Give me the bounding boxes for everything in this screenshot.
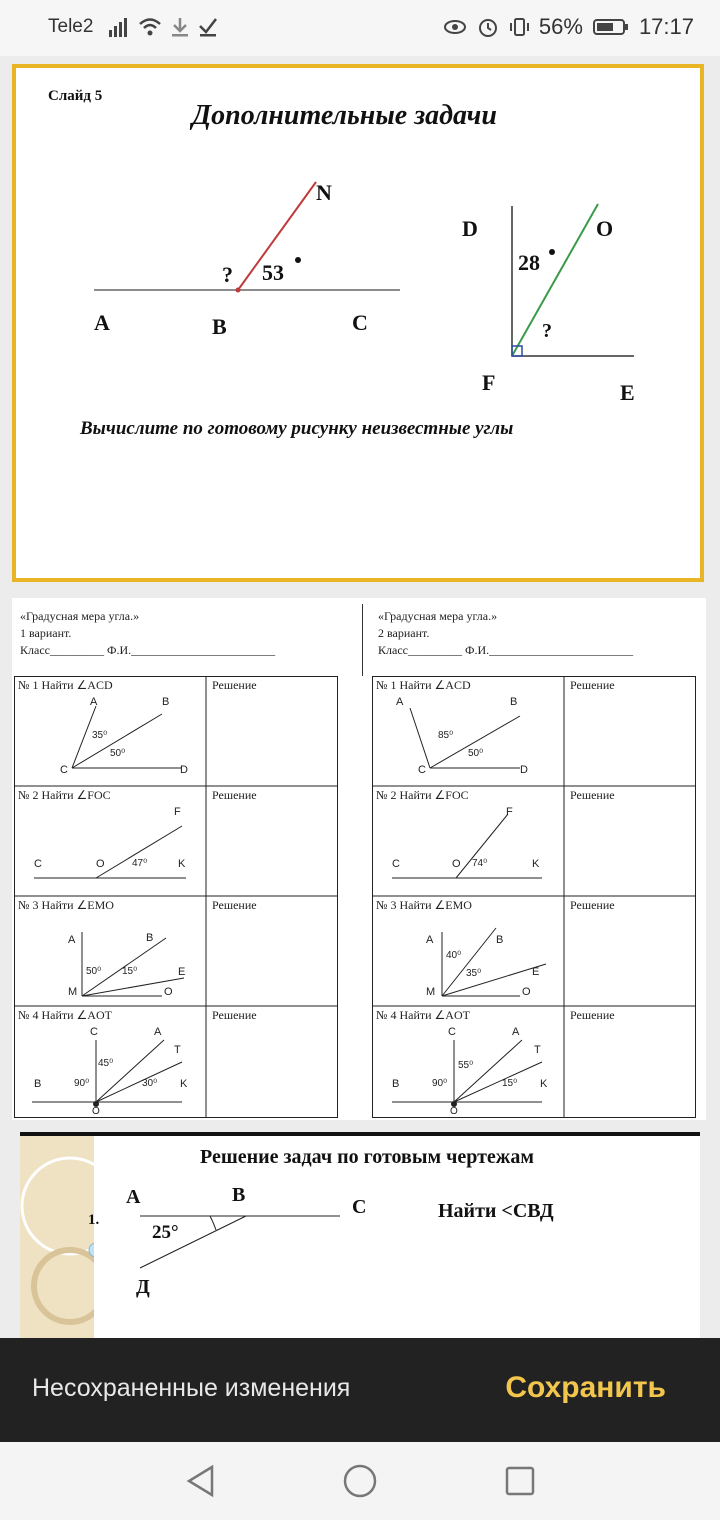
degree-dot-2: [549, 249, 555, 255]
v2-task4-title: № 4 Найти ∠AOT: [376, 1008, 470, 1022]
v1-t3-angle1: 50⁰: [86, 966, 102, 977]
alarm-icon: [477, 16, 499, 38]
v2-t4-a: A: [512, 1026, 520, 1038]
eye-icon: [443, 17, 467, 37]
fig1-unknown-angle: ?: [222, 262, 233, 287]
variant2-title: «Градусная мера угла.»: [378, 609, 498, 623]
fig1-label-n: N: [316, 180, 332, 205]
download-icon: [170, 16, 190, 38]
v1-task4-title: № 4 Найти ∠AOT: [18, 1008, 112, 1022]
v2-t4-angle1: 55⁰: [458, 1060, 474, 1071]
v2-task1-title: № 1 Найти ∠ACD: [376, 678, 471, 692]
v2-t4-b: B: [392, 1078, 400, 1090]
v1-t4-angle2: 90⁰: [74, 1078, 90, 1089]
variant1-variant: 1 вариант.: [20, 626, 72, 640]
v1-task1-title: № 1 Найти ∠ACD: [18, 678, 113, 692]
v2-t3-angle2: 35⁰: [466, 968, 482, 979]
worksheet-image[interactable]: [12, 598, 706, 1120]
status-icons-left: [108, 16, 218, 38]
v1-task1-solution: Решение: [212, 678, 257, 692]
fig2-label-e: E: [620, 380, 635, 405]
v1-t1-angle1: 35⁰: [92, 730, 108, 741]
v1-t2-angle: 47⁰: [132, 858, 148, 869]
v1-t3-a: A: [68, 934, 76, 946]
v2-task3-title: № 3 Найти ∠EMO: [376, 898, 472, 912]
slide-solution[interactable]: [20, 1132, 700, 1342]
v2-t3-m: M: [426, 986, 436, 998]
ray-fo: [512, 204, 598, 356]
v2-t2-f: F: [506, 806, 513, 818]
v1-t4-a: A: [154, 1026, 162, 1038]
signal-icon: [108, 16, 130, 38]
slide-5[interactable]: [12, 64, 704, 582]
v1-t1-angle2: 50⁰: [110, 748, 126, 759]
slide-instruction: Вычислите по готовому рисунку неизвестные углы: [80, 418, 514, 439]
carrier-label: Tele2: [48, 16, 94, 37]
v1-t4-c: C: [90, 1026, 98, 1038]
point-b: [236, 288, 241, 293]
check-icon: [198, 16, 218, 38]
v1-t4-angle3: 30⁰: [142, 1078, 158, 1089]
fig2-label-f: F: [482, 370, 496, 395]
v2-t2-o: O: [452, 858, 461, 870]
v1-t3-b: B: [146, 932, 154, 944]
v2-task2-solution: Решение: [570, 788, 615, 802]
home-icon[interactable]: [342, 1463, 378, 1499]
v2-t4-k: K: [540, 1078, 548, 1090]
v1-t4-k: K: [180, 1078, 188, 1090]
v2-t4-angle2: 90⁰: [432, 1078, 448, 1089]
slide3-label-a: А: [126, 1186, 141, 1208]
degree-dot-1: [295, 257, 301, 263]
v2-t1-angle1: 85⁰: [438, 730, 454, 741]
v1-t4-b: B: [34, 1078, 42, 1090]
v2-t1-a: A: [396, 696, 404, 708]
v1-task4-solution: Решение: [212, 1008, 257, 1022]
slide-label: Слайд 5: [48, 88, 103, 104]
fig1-label-a: A: [94, 310, 110, 335]
v2-t4-c: C: [448, 1026, 456, 1038]
v2-task3-solution: Решение: [570, 898, 615, 912]
v1-t1-a: A: [90, 696, 98, 708]
v1-t3-m: M: [68, 986, 78, 998]
variant1-class-line: Класс_________ Ф.И.________________________: [20, 643, 276, 657]
v2-t1-angle2: 50⁰: [468, 748, 484, 759]
slide3-number: 1.: [88, 1212, 100, 1228]
v1-task3-solution: Решение: [212, 898, 257, 912]
back-icon[interactable]: [184, 1464, 218, 1498]
save-button[interactable]: Сохранить: [499, 1370, 672, 1406]
v1-t2-k: K: [178, 858, 186, 870]
v2-t1-b: B: [510, 696, 518, 708]
v2-task2-title: № 2 Найти ∠FOC: [376, 788, 469, 802]
fig2-angle-value: 28: [518, 250, 540, 275]
v1-task2-title: № 2 Найти ∠FOC: [18, 788, 111, 802]
battery-icon: [593, 17, 629, 37]
variant2-variant: 2 вариант.: [378, 626, 430, 640]
v1-t4-t: T: [174, 1044, 181, 1056]
v2-t3-a: A: [426, 934, 434, 946]
status-bar: [0, 0, 720, 56]
v2-t2-angle: 74⁰: [472, 858, 488, 869]
slide3-title: Решение задач по готовым чертежам: [200, 1146, 534, 1168]
slide3-task: Найти <СВД: [438, 1200, 554, 1222]
recents-icon[interactable]: [504, 1465, 536, 1497]
v1-t4-o: O: [92, 1106, 100, 1117]
v2-t4-o: O: [450, 1106, 458, 1117]
variant2-class-line: Класс_________ Ф.И.________________________: [378, 643, 634, 657]
fig1-angle-value: 53: [262, 260, 284, 285]
v2-t2-k: K: [532, 858, 540, 870]
v1-t4-angle1: 45⁰: [98, 1058, 114, 1069]
fig2-unknown-angle: ?: [542, 320, 552, 342]
navigation-bar: [0, 1442, 720, 1520]
v1-t2-f: F: [174, 806, 181, 818]
v2-t4-t: T: [534, 1044, 541, 1056]
v2-t3-b: B: [496, 934, 504, 946]
status-icons-right: [443, 14, 694, 40]
unsaved-changes-bar: [0, 1338, 720, 1442]
v2-t2-c: C: [392, 858, 400, 870]
wifi-icon: [138, 16, 162, 38]
slide3-label-c: С: [352, 1196, 367, 1218]
slide3-angle: 25°: [152, 1222, 179, 1243]
v1-t3-o: O: [164, 986, 173, 998]
battery-percent: 56%: [538, 14, 583, 39]
v2-task1-solution: Решение: [570, 678, 615, 692]
fig1-label-b: B: [212, 314, 227, 339]
v1-t1-b: B: [162, 696, 170, 708]
v2-t4-angle3: 15⁰: [502, 1078, 518, 1089]
clock-time: 17:17: [638, 14, 694, 39]
v1-t3-e: E: [178, 966, 186, 978]
v2-t3-e: E: [532, 966, 540, 978]
v2-t3-o: O: [522, 986, 531, 998]
v2-t1-c: C: [418, 764, 426, 776]
v1-t1-d: D: [180, 764, 188, 776]
vibrate-icon: [509, 16, 529, 38]
variant1-title: «Градусная мера угла.»: [20, 609, 140, 623]
v2-t3-angle1: 40⁰: [446, 950, 462, 961]
fig2-label-o: O: [596, 216, 614, 241]
fig1-label-c: C: [352, 310, 368, 335]
fig2-label-d: D: [462, 216, 478, 241]
v1-task2-solution: Решение: [212, 788, 257, 802]
unsaved-message: Несохраненные изменения: [32, 1374, 351, 1402]
slide3-label-b: В: [232, 1184, 246, 1206]
v1-t3-angle2: 15⁰: [122, 966, 138, 977]
v1-t2-o: O: [96, 858, 105, 870]
v1-task3-title: № 3 Найти ∠EMO: [18, 898, 114, 912]
slide-title: Дополнительные задачи: [192, 100, 497, 131]
slide3-figure: [20, 1136, 700, 1342]
v1-t1-c: C: [60, 764, 68, 776]
slide3-label-d: Д: [136, 1276, 150, 1298]
worksheet-lines: [12, 598, 706, 1120]
v2-t1-d: D: [520, 764, 528, 776]
v1-t2-c: C: [34, 858, 42, 870]
v2-task4-solution: Решение: [570, 1008, 615, 1022]
